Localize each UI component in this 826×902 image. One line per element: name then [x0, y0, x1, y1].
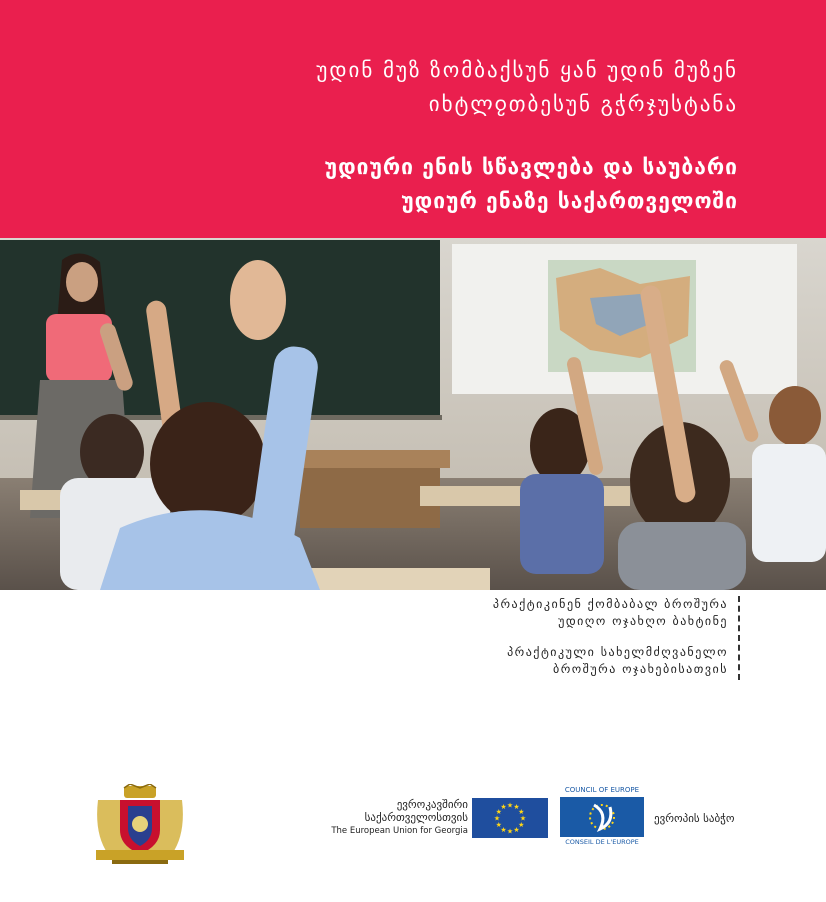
eu-flag: [472, 798, 548, 838]
udi-description-line-1: პრაქტიკინენ ქომბაბალ ბროშურა: [492, 597, 728, 611]
title-line-2: უდიურ ენაზე საქართველოში: [401, 189, 738, 213]
header-banner: [0, 0, 826, 238]
brochure-description: [308, 596, 740, 680]
georgian-description: [308, 644, 728, 678]
georgian-description-line-2: ბროშურა ოჯახებისათვის: [552, 662, 728, 676]
eu-star-icon: ★: [519, 814, 527, 823]
georgian-description-line-1: პრაქტიკული სახელმძღვანელო: [507, 645, 728, 659]
coe-flag-svg: [560, 797, 644, 837]
eu-georgian-label: ევროკავშირი საქართველოსთვის: [364, 798, 468, 824]
udi-subtitle-line-1: უდინ მუზ ზომბაქსუნ ყან უდინ მუზენ: [316, 58, 738, 82]
eu-star-icon: ★: [500, 825, 507, 834]
title-line-1: უდიური ენის სწავლება და საუბარი: [324, 155, 738, 179]
eu-flag-svg: [472, 798, 548, 838]
eu-star-icon: ★: [513, 825, 520, 834]
eu-star-icon: ★: [518, 821, 525, 829]
eu-star-icon: ★: [506, 827, 514, 836]
coe-top-label: COUNCIL OF EUROPE: [564, 786, 640, 794]
coe-bottom-label: CONSEIL DE L'EUROPE: [565, 838, 639, 846]
eu-star-icon: ★: [500, 803, 507, 812]
eu-star-icon: ★: [518, 808, 525, 816]
eu-star-icon: ★: [513, 803, 520, 812]
eu-star-icon: ★: [495, 821, 502, 829]
udi-description-line-2: უდიღო ოჯახღო ბახტინე: [558, 614, 728, 628]
classroom-photo: [0, 238, 826, 590]
eu-star-icon: ★: [506, 801, 514, 810]
udi-subtitle-line-2: იხტლჹთბესუნ გჭრჯუსტანა: [428, 92, 738, 116]
eu-english-label: The European Union for Georgia: [331, 826, 468, 836]
udi-description: [308, 596, 728, 630]
eu-star-icon: ★: [493, 814, 501, 823]
eu-star-icon: ★: [495, 808, 502, 816]
coe-flag: [560, 797, 644, 837]
coat-of-arms-logo: [88, 784, 192, 864]
coe-georgian-label: ევროპის საბჭო: [654, 812, 735, 825]
